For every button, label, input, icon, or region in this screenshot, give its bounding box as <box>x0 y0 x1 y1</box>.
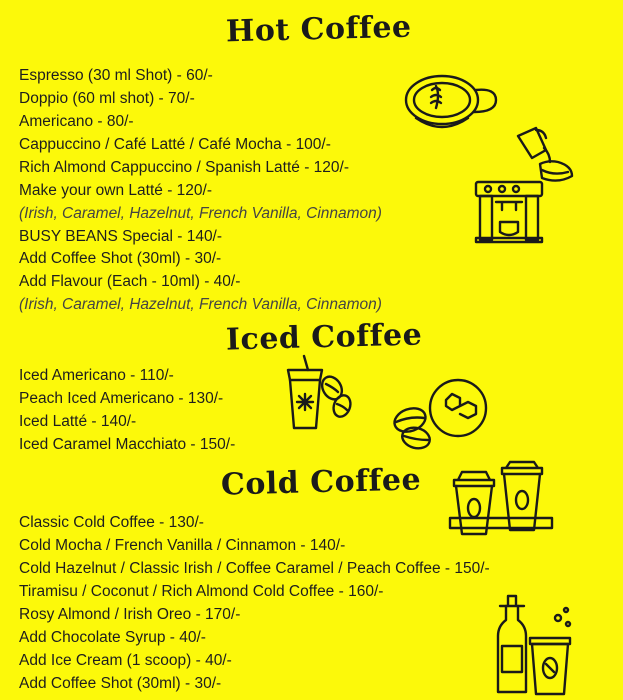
menu-item: Make your own Latté - 120/- <box>19 182 212 199</box>
menu-item: Cold Mocha / French Vanilla / Cinnamon - 140/- <box>19 537 346 554</box>
iced-coffee-cup-icon <box>280 354 356 432</box>
milk-pitcher-pour-icon <box>514 126 578 186</box>
espresso-machine-icon <box>474 180 544 244</box>
section-title-cold-coffee: Cold Coffee <box>220 462 422 503</box>
menu-item: Espresso (30 ml Shot) - 60/- <box>19 67 213 84</box>
menu-item-note: (Irish, Caramel, Hazelnut, French Vanilla, Cinnamon) <box>19 205 382 222</box>
menu-item: Peach Iced Americano - 130/- <box>19 390 224 407</box>
menu-item: Cappuccino / Café Latté / Café Mocha - 100/- <box>19 136 331 153</box>
menu-item: Iced Americano - 110/- <box>19 367 174 384</box>
menu-item: Add Coffee Shot (30ml) - 30/- <box>19 250 222 267</box>
section-title-hot-coffee: Hot Coffee <box>225 9 412 50</box>
menu-item: Iced Caramel Macchiato - 150/- <box>19 436 236 453</box>
section-title-iced-coffee: Iced Coffee <box>225 317 423 358</box>
menu-item: Rich Almond Cappuccino / Spanish Latté - 120/- <box>19 159 349 176</box>
menu-item: Add Coffee Shot (30ml) - 30/- <box>19 675 222 692</box>
latte-art-cup-icon <box>402 72 500 134</box>
menu-item: Add Ice Cream (1 scoop) - 40/- <box>19 652 232 669</box>
menu-item: Cold Hazelnut / Classic Irish / Coffee Caramel / Peach Coffee - 150/- <box>19 560 490 577</box>
takeaway-cups-tray-icon <box>448 460 554 542</box>
menu-item-note: (Irish, Caramel, Hazelnut, French Vanilla, Cinnamon) <box>19 296 382 313</box>
menu-item: Add Chocolate Syrup - 40/- <box>19 629 206 646</box>
menu-item: Rosy Almond / Irish Oreo - 170/- <box>19 606 241 623</box>
menu-item: Classic Cold Coffee - 130/- <box>19 514 204 531</box>
menu-item: Tiramisu / Coconut / Rich Almond Cold Coffee - 160/- <box>19 583 384 600</box>
syrup-bottle-cups-icon <box>494 594 576 696</box>
menu-item: Doppio (60 ml shot) - 70/- <box>19 90 195 107</box>
menu-item: Add Flavour (Each - 10ml) - 40/- <box>19 273 241 290</box>
menu-item: Americano - 80/- <box>19 113 134 130</box>
coffee-beans-icon <box>388 372 488 452</box>
menu-item: BUSY BEANS Special - 140/- <box>19 228 223 245</box>
menu-item: Iced Latté - 140/- <box>19 413 137 430</box>
